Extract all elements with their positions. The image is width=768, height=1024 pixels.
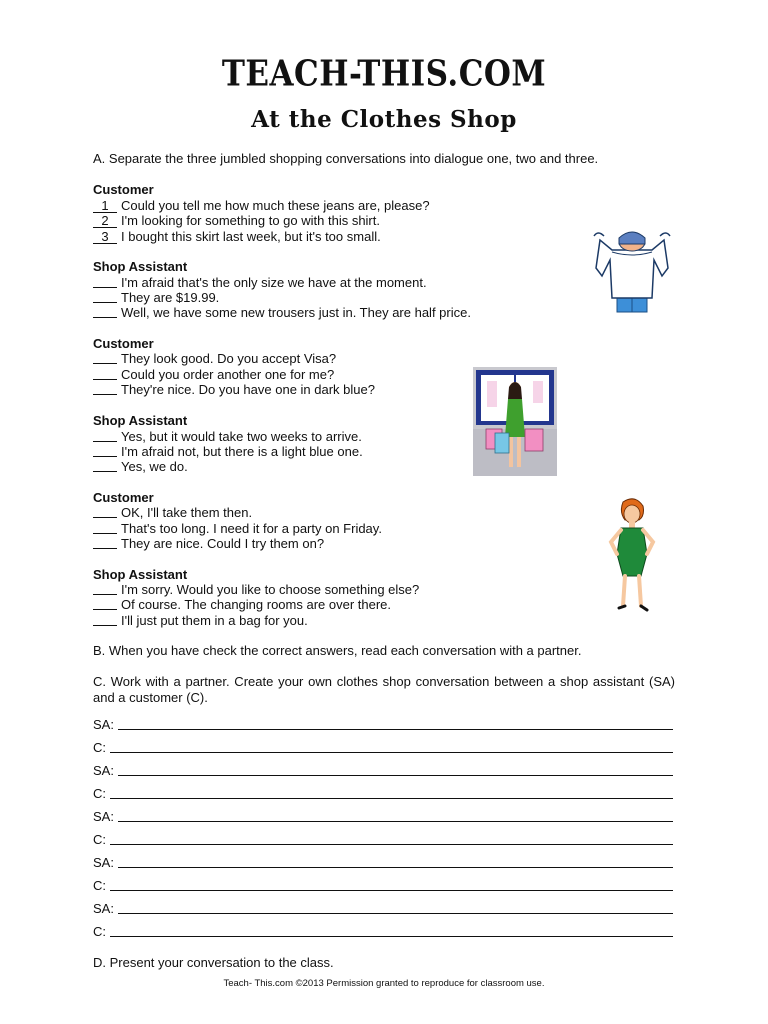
- answer-blank[interactable]: 2: [93, 215, 117, 228]
- dialogue-line: Of course. The changing rooms are over there.: [93, 597, 391, 612]
- answer-blank[interactable]: [93, 583, 117, 595]
- answer-blank[interactable]: [93, 291, 117, 303]
- answer-blank[interactable]: [93, 430, 117, 442]
- section-a-instruction: A. Separate the three jumbled shopping conversations into dialogue one, two and three.: [93, 151, 599, 166]
- write-line[interactable]: C:: [93, 740, 673, 755]
- answer-blank[interactable]: [93, 352, 117, 364]
- dialogue-line: They are nice. Could I try them on?: [93, 536, 324, 551]
- dialogue-line: I'll just put them in a bag for you.: [93, 613, 308, 628]
- shopper-illustration: [473, 367, 557, 476]
- write-line[interactable]: C:: [93, 878, 673, 893]
- write-line[interactable]: SA:: [93, 809, 673, 824]
- dialogue-line: Could you order another one for me?: [93, 367, 334, 382]
- answer-blank[interactable]: 3: [93, 231, 117, 244]
- speaker-heading: Customer: [93, 336, 154, 351]
- answer-blank[interactable]: [93, 445, 117, 457]
- answer-blank[interactable]: [93, 306, 117, 318]
- write-line[interactable]: SA:: [93, 901, 673, 916]
- answer-blank[interactable]: [93, 598, 117, 610]
- write-line[interactable]: SA:: [93, 855, 673, 870]
- answer-blank[interactable]: [93, 368, 117, 380]
- dialogue-line: Yes, but it would take two weeks to arrive.: [93, 429, 362, 444]
- dialogue-line: I'm sorry. Would you like to choose something else?: [93, 582, 419, 597]
- answer-blank[interactable]: [93, 276, 117, 288]
- answer-blank[interactable]: [93, 383, 117, 395]
- answer-blank[interactable]: [93, 537, 117, 549]
- write-line[interactable]: C:: [93, 924, 673, 939]
- worksheet-title: At the Clothes Shop: [251, 106, 517, 133]
- dialogue-line: They're nice. Do you have one in dark blue?: [93, 382, 375, 397]
- dialogue-line: I'm afraid that's the only size we have at the moment.: [93, 275, 427, 290]
- dialogue-line: 3 I bought this skirt last week, but it's too small.: [93, 229, 381, 244]
- speaker-heading: Customer: [93, 182, 154, 197]
- dialogue-line: Yes, we do.: [93, 459, 188, 474]
- speaker-heading: Shop Assistant: [93, 259, 188, 274]
- speaker-heading: Shop Assistant: [93, 567, 188, 582]
- sweater-illustration: [592, 228, 672, 316]
- dialogue-line: 2 I'm looking for something to go with this shirt.: [93, 213, 380, 228]
- speaker-heading: Customer: [93, 490, 154, 505]
- section-d-instruction: D. Present your conversation to the class.: [93, 955, 334, 970]
- write-line[interactable]: SA:: [93, 763, 673, 778]
- dialogue-line: OK, I'll take them then.: [93, 505, 252, 520]
- footer-copyright: Teach- This.com ©2013 Permission granted to reproduce for classroom use.: [223, 978, 545, 989]
- dialogue-line: That's too long. I need it for a party on Friday.: [93, 521, 382, 536]
- answer-blank[interactable]: [93, 460, 117, 472]
- speaker-heading: Shop Assistant: [93, 413, 188, 428]
- write-line[interactable]: SA:: [93, 717, 673, 732]
- dialogue-line: 1 Could you tell me how much these jeans are, please?: [93, 198, 430, 213]
- section-c-instruction: C. Work with a partner. Create your own clothes shop conversation between a shop assistant (SA) and a customer (C).: [93, 674, 675, 705]
- write-line[interactable]: C:: [93, 832, 673, 847]
- site-title: TEACH-THIS.COM: [221, 53, 547, 95]
- dialogue-line: I'm afraid not, but there is a light blue one.: [93, 444, 363, 459]
- dialogue-line: They are $19.99.: [93, 290, 219, 305]
- answer-blank[interactable]: [93, 522, 117, 534]
- answer-blank[interactable]: [93, 614, 117, 626]
- answer-blank[interactable]: [93, 506, 117, 518]
- dialogue-line: They look good. Do you accept Visa?: [93, 351, 336, 366]
- write-line[interactable]: C:: [93, 786, 673, 801]
- answer-blank[interactable]: 1: [93, 200, 117, 213]
- section-b-instruction: B. When you have check the correct answers, read each conversation with a partner.: [93, 643, 582, 658]
- shop-assistant-illustration: [601, 498, 663, 616]
- dialogue-line: Well, we have some new trousers just in. They are half price.: [93, 305, 471, 320]
